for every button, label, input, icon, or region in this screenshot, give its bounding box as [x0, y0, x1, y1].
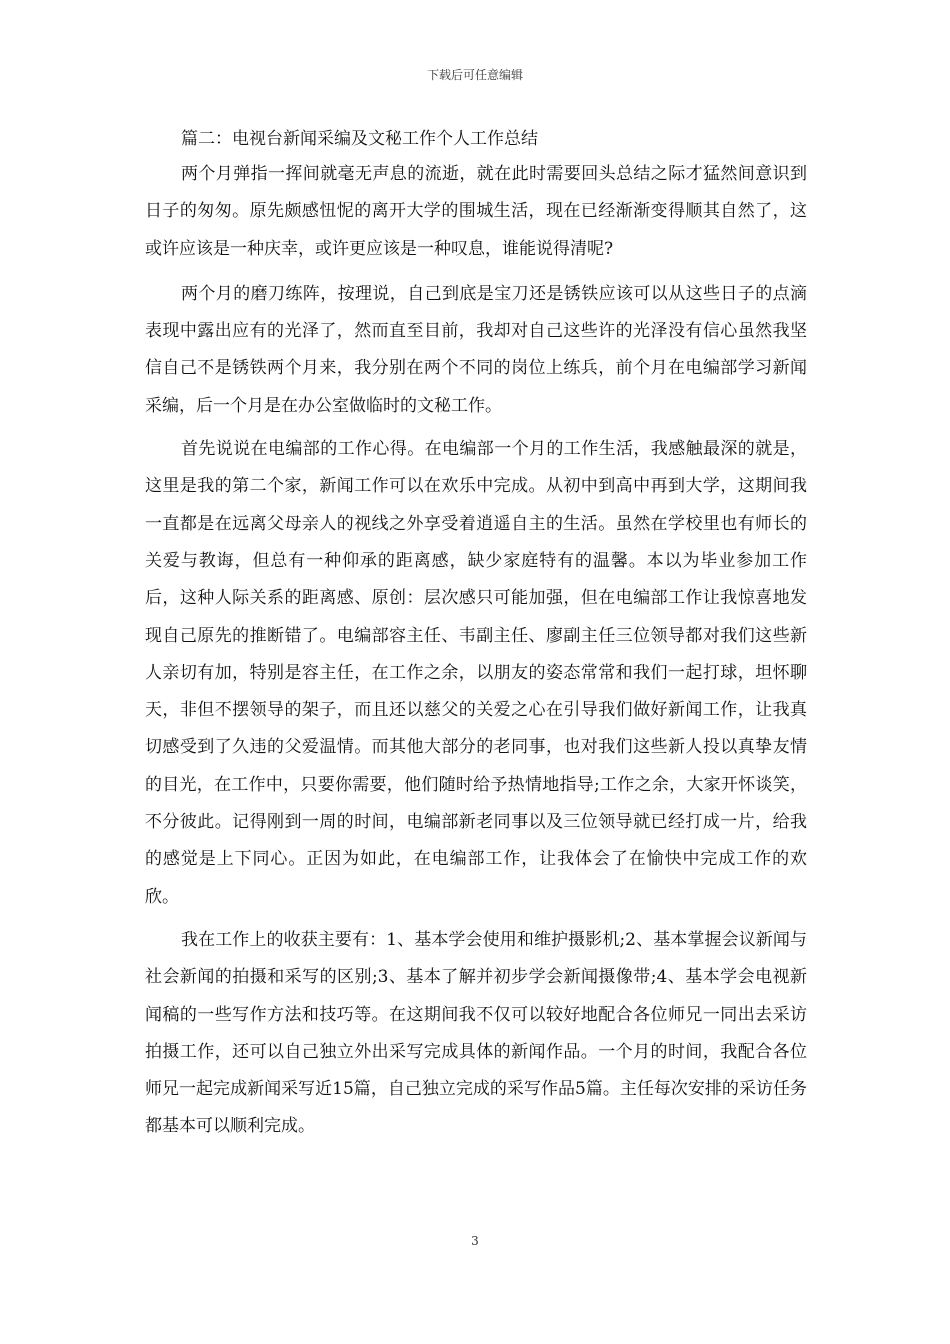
paragraph-1: 两个月弹指一挥间就毫无声息的流逝，就在此时需要回头总结之际才猛然间意识到日子的匆匆。原先颇感忸怩的离开大学的围城生活，现在已经渐渐变得顺其自然了，这或许应该是一种庆幸，或许更应该是一种叹息，谁能说得清呢?: [145, 164, 807, 259]
page-number: 3: [471, 1234, 479, 1248]
page-header: 下载后可任意编辑: [426, 68, 523, 82]
paragraph-4: 我在工作上的收获主要有：1、基本学会使用和维护摄影机;2、基本掌握会议新闻与社会新闻的拍摄和采写的区别;3、基本了解并初步学会新闻摄像带;4、基本学会电视新闻稿的一些写作方法和技巧等。在这期间我不仅可以较好地配合各位师兄一同出去采访拍摄工作，还可以自己独立外出采写完成具体的新闻作品。一个月的时间，我配合各位师兄一起完成新闻采写近15篇，自己独立完成的采写作品5篇。主任每次安排的采访任务都基本可以顺利完成。: [145, 929, 807, 1137]
paragraph-3: 首先说说在电编部的工作心得。在电编部一个月的工作生活，我感触最深的就是，这里是我的第二个家，新闻工作可以在欢乐中完成。从初中到高中再到大学，这期间我一直都是在远离父母亲人的视线之外享受着逍遥自主的生活。虽然在学校里也有师长的关爱与教诲，但总有一种仰承的距离感，缺少家庭特有的温馨。本以为毕业参加工作后，这种人际关系的距离感、原创：层次感只可能加强，但在电编部工作让我惊喜地发现自己原先的推断错了。电编部容主任、韦副主任、廖副主任三位领导都对我们这些新人亲切有加，特别是容主任，在工作之余，以朋友的姿态常常和我们一起打球，坦怀聊天，非但不摆领导的架子，而且还以慈父的关爱之心在引导我们做好新闻工作，让我真切感受到了久违的父爱温情。而其他大部分的老同事，也对我们这些新人投以真挚友情的目光，在工作中，只要你需要，他们随时给予热情地指导;工作之余，大家开怀谈笑，不分彼此。记得刚到一周的时间，电编部新老同事以及三位领导就已经打成一片，给我的感觉是上下同心。正因为如此，在电编部工作，让我体会了在愉快中完成工作的欢欣。: [145, 439, 807, 907]
paragraph-2: 两个月的磨刀练阵，按理说，自己到底是宝刀还是锈铁应该可以从这些日子的点滴表现中露出应有的光泽了，然而直至目前，我却对自己这些许的光泽没有信心虽然我坚信自己不是锈铁两个月来，我分别在两个不同的岗位上练兵，前个月在电编部学习新闻采编，后一个月是在办公室做临时的文秘工作。: [145, 283, 807, 416]
document-body: [145, 124, 807, 1147]
document-title: 篇二：电视台新闻采编及文秘工作个人工作总结: [181, 129, 538, 149]
